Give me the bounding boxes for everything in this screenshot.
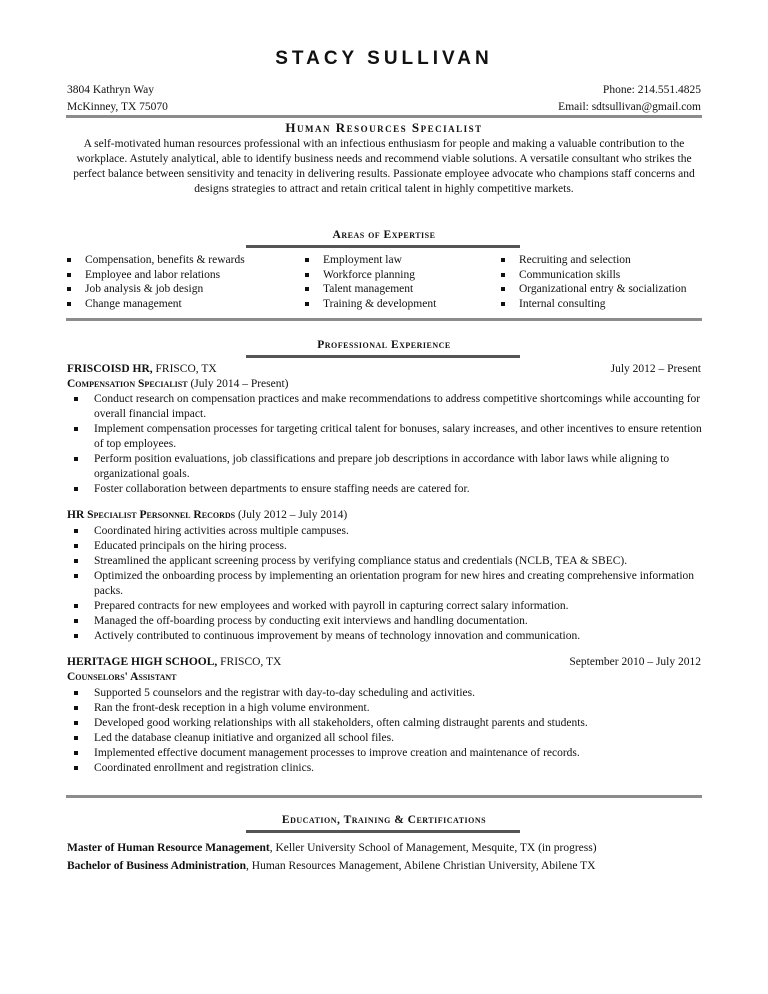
job-1-role-1-bullets (74, 392, 706, 497)
bullet-square-icon (305, 273, 309, 277)
expertise-column-1 (66, 253, 245, 311)
professional-title: Human Resources Specialist (285, 120, 483, 135)
job-1-role-1: Compensation Specialist (July 2014 – Present) (67, 378, 289, 390)
bullet-square-icon (305, 287, 309, 291)
job-2-location: FRISCO, TX (217, 656, 282, 668)
list-item: Employment law (304, 253, 436, 268)
job-1-location: FRISCO, TX (152, 363, 217, 375)
list-item: Perform position evaluations, job classifications and prepare job descriptions in accordance with labor laws while aligning to organizational goals. (74, 452, 706, 482)
education-heading-rule (246, 830, 520, 833)
experience-divider (66, 795, 702, 798)
bullet-square-icon (74, 691, 78, 695)
list-item: Conduct research on compensation practices and make recommendations to address competitive shortcomings while accounting for overall financial impact. (74, 392, 706, 422)
bullet-square-icon (74, 604, 78, 608)
job-1-dates: July 2012 – Present (610, 363, 701, 375)
job-2-dates: September 2010 – July 2012 (569, 656, 701, 668)
list-item: Compensation, benefits & rewards (66, 253, 245, 268)
bullet-square-icon (74, 397, 78, 401)
list-item: Supported 5 counselors and the registrar with day-to-day scheduling and activities. (74, 686, 706, 701)
list-item: Streamlined the applicant screening process by verifying compliance status and credentials (NCLB, TEA & SBEC). (74, 554, 706, 569)
expertise-heading-rule (246, 245, 520, 248)
bullet-square-icon (67, 258, 71, 262)
bullet-square-icon (74, 487, 78, 491)
bullet-square-icon (501, 287, 505, 291)
list-item: Actively contributed to continuous improvement by means of technology innovation and communication. (74, 629, 706, 644)
job-2-employer: HERITAGE HIGH SCHOOL, FRISCO, TX (67, 656, 282, 668)
bullet-square-icon (74, 529, 78, 533)
list-item: Recruiting and selection (500, 253, 686, 268)
list-item: Foster collaboration between departments to ensure staffing needs are catered for. (74, 482, 706, 497)
bullet-square-icon (74, 751, 78, 755)
list-item: Educated principals on the hiring process. (74, 539, 706, 554)
experience-heading-rule (246, 355, 520, 358)
list-item: Talent management (304, 282, 436, 297)
bullet-square-icon (67, 273, 71, 277)
education-item: Bachelor of Business Administration, Human Resources Management, Abilene Christian University, Abilene TX (67, 859, 596, 872)
summary: A self-motivated human resources professional with an infectious enthusiasm for people and making a valuable contribution to the workplace. Astutely analytical, able to identify business needs and recommend viable solutions. A versatile consultant who strikes the perfect balance between sensitivity and tenacity in delivering results. Passionate employee advocate who champions staff concerns and designs strategies to attract and retain critical talent in highly competitive markets. (73, 138, 695, 195)
list-item: Coordinated enrollment and registration clinics. (74, 761, 706, 776)
bullet-square-icon (74, 544, 78, 548)
list-item: Employee and labor relations (66, 268, 245, 283)
candidate-name: STACY SULLIVAN (275, 48, 493, 69)
bullet-square-icon (74, 634, 78, 638)
bullet-square-icon (74, 706, 78, 710)
address-line-1: 3804 Kathryn Way (67, 84, 155, 96)
bullet-square-icon (74, 619, 78, 623)
bullet-square-icon (67, 287, 71, 291)
job-2-bullets (74, 686, 706, 776)
bullet-square-icon (74, 559, 78, 563)
list-item: Ran the front-desk reception in a high volume environment. (74, 701, 706, 716)
list-item: Change management (66, 297, 245, 312)
expertise-column-2 (304, 253, 436, 311)
list-item: Optimized the onboarding process by implementing an orientation program for new hires and creating comprehensive information packs. (74, 569, 706, 599)
list-item: Training & development (304, 297, 436, 312)
job-1-employer: FRISCOISD HR, FRISCO, TX (67, 363, 217, 375)
experience-heading: Professional Experience (317, 339, 451, 351)
list-item: Communication skills (500, 268, 686, 283)
expertise-column-3 (500, 253, 686, 311)
list-item: Organizational entry & socialization (500, 282, 686, 297)
bullet-square-icon (501, 273, 505, 277)
job-1-role-2: HR Specialist Personnel Records (July 2012 – July 2014) (67, 509, 348, 521)
education-list (67, 840, 597, 875)
bullet-square-icon (74, 736, 78, 740)
bullet-square-icon (67, 302, 71, 306)
list-item: Workforce planning (304, 268, 436, 283)
phone: Phone: 214.551.4825 (602, 84, 701, 96)
job-1-role-2-bullets (74, 524, 706, 644)
list-item: Implement compensation processes for targeting critical talent for bonuses, salary increases, and other incentives to ensure retention of top employees. (74, 422, 706, 452)
education-item: Master of Human Resource Management, Keller University School of Management, Mesquite, TX (in progress) (67, 842, 597, 854)
bullet-square-icon (74, 766, 78, 770)
list-item: Job analysis & job design (66, 282, 245, 297)
header-divider (66, 115, 702, 118)
education-heading: Education, Training & Certifications (281, 814, 487, 826)
bullet-square-icon (501, 258, 505, 262)
expertise-divider (66, 318, 702, 321)
bullet-square-icon (74, 427, 78, 431)
email: Email: sdtsullivan@gmail.com (558, 101, 701, 113)
bullet-square-icon (501, 302, 505, 306)
list-item: Implemented effective document management processes to improve creation and maintenance of records. (74, 746, 706, 761)
bullet-square-icon (74, 457, 78, 461)
list-item: Led the database cleanup initiative and organized all school files. (74, 731, 706, 746)
address-line-2: McKinney, TX 75070 (67, 101, 168, 113)
bullet-square-icon (74, 721, 78, 725)
list-item: Prepared contracts for new employees and worked with payroll in capturing correct salary information. (74, 599, 706, 614)
list-item: Managed the off-boarding process by conducting exit interviews and handling documentation. (74, 614, 706, 629)
list-item: Developed good working relationships with all stakeholders, often calming distraught parents and students. (74, 716, 706, 731)
expertise-heading: Areas of Expertise (332, 229, 436, 241)
job-2-role: Counselors' Assistant (67, 671, 177, 683)
list-item: Internal consulting (500, 297, 686, 312)
bullet-square-icon (74, 574, 78, 578)
address-block (67, 82, 168, 116)
contact-block (558, 82, 701, 116)
list-item: Coordinated hiring activities across multiple campuses. (74, 524, 706, 539)
bullet-square-icon (305, 258, 309, 262)
bullet-square-icon (305, 302, 309, 306)
